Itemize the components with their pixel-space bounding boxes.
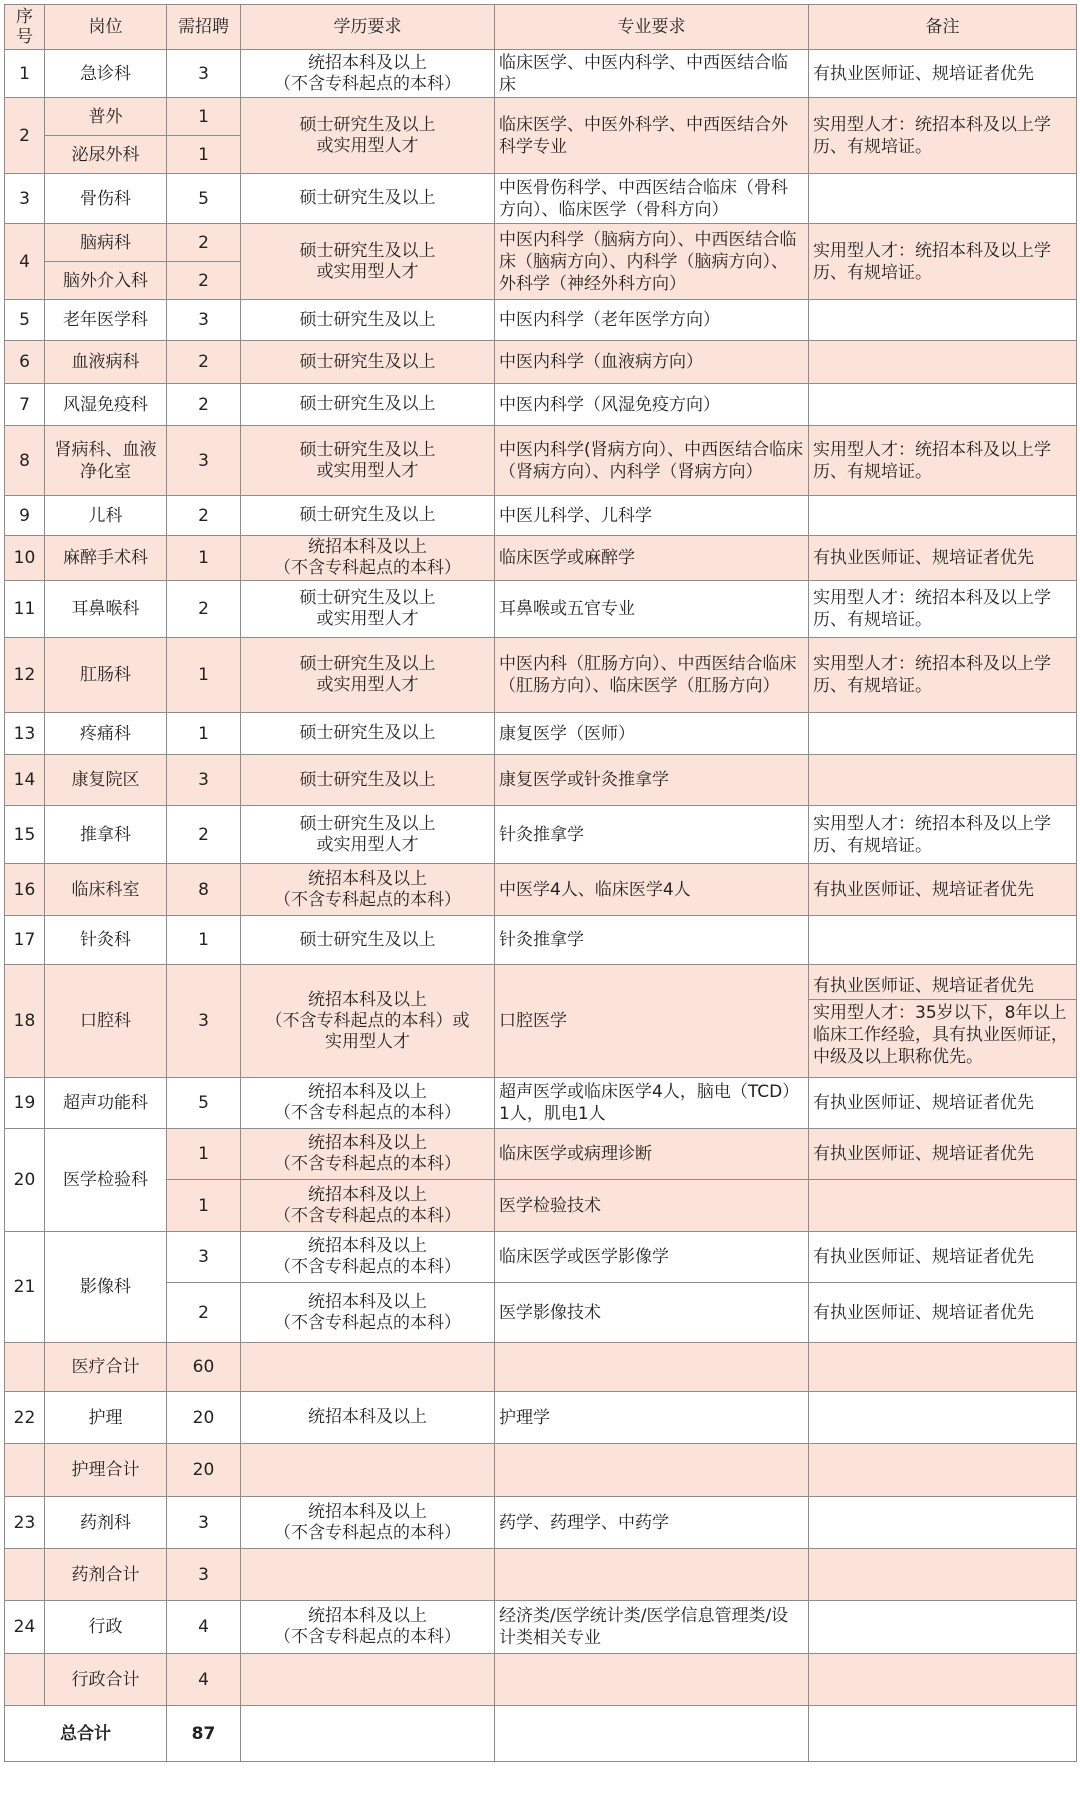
table-row	[5, 1601, 1077, 1654]
row-post: 影像科	[45, 1232, 167, 1343]
row-education: 硕士研究生及以上	[241, 755, 495, 806]
grand-total-row	[5, 1706, 1077, 1762]
row-note	[809, 496, 1077, 536]
row-education: 统招本科及以上 （不含专科起点的本科）	[241, 1078, 495, 1129]
table-row	[5, 1392, 1077, 1444]
subtotal-row	[5, 1343, 1077, 1392]
row-post: 急诊科	[45, 50, 167, 98]
row-count: 2	[167, 384, 241, 426]
row-major: 中医内科学(肾病方向）、中西医结合临床（肾病方向）、内科学（肾病方向）	[495, 426, 809, 496]
row-note	[809, 1444, 1077, 1497]
row-count: 60	[167, 1343, 241, 1392]
row-major: 中医内科学（老年医学方向）	[495, 300, 809, 341]
row-index: 12	[5, 638, 45, 713]
row-education: 硕士研究生及以上	[241, 384, 495, 426]
row-education: 统招本科及以上 （不含专科起点的本科）或 实用型人才	[241, 965, 495, 1078]
row-note: 有执业医师证、规培证者优先	[809, 50, 1077, 98]
header-major: 专业要求	[495, 5, 809, 50]
row-education: 硕士研究生及以上	[241, 300, 495, 341]
table-row	[5, 224, 1077, 262]
table-row	[5, 1129, 1077, 1180]
row-index	[5, 1343, 45, 1392]
table-row	[5, 864, 1077, 916]
row-major: 康复医学（医师）	[495, 713, 809, 755]
row-post: 血液病科	[45, 341, 167, 384]
row-post: 普外	[45, 98, 167, 136]
row-education: 硕士研究生及以上	[241, 496, 495, 536]
row-count: 1	[167, 638, 241, 713]
row-count: 20	[167, 1392, 241, 1444]
row-count: 1	[167, 98, 241, 136]
row-note	[809, 1654, 1077, 1706]
grand-total-label: 总合计	[5, 1706, 167, 1762]
row-note-secondary: 实用型人才：35岁以下，8年以上临床工作经验，具有执业医师证，中级及以上职称优先。	[813, 1002, 1068, 1067]
row-major: 超声医学或临床医学4人，脑电（TCD）1人，肌电1人	[495, 1078, 809, 1129]
row-index: 18	[5, 965, 45, 1078]
table-row	[5, 174, 1077, 224]
row-count: 3	[167, 50, 241, 98]
row-index: 20	[5, 1129, 45, 1232]
row-post: 肛肠科	[45, 638, 167, 713]
row-count: 3	[167, 1549, 241, 1601]
row-count: 3	[167, 300, 241, 341]
row-education	[241, 1706, 495, 1762]
row-education: 统招本科及以上 （不含专科起点的本科）	[241, 1180, 495, 1232]
row-count: 4	[167, 1654, 241, 1706]
row-major: 临床医学或病理诊断	[495, 1129, 809, 1180]
row-post: 药剂合计	[45, 1549, 167, 1601]
row-count: 2	[167, 1283, 241, 1343]
row-education: 统招本科及以上 （不含专科起点的本科）	[241, 1129, 495, 1180]
row-index: 15	[5, 806, 45, 864]
table-row	[5, 300, 1077, 341]
row-count: 1	[167, 1180, 241, 1232]
row-count: 2	[167, 806, 241, 864]
row-post: 超声功能科	[45, 1078, 167, 1129]
row-note: 有执业医师证、规培证者优先	[809, 864, 1077, 916]
row-education	[241, 1343, 495, 1392]
row-note	[809, 755, 1077, 806]
row-education: 硕士研究生及以上	[241, 341, 495, 384]
row-index: 16	[5, 864, 45, 916]
row-note	[809, 1343, 1077, 1392]
row-education: 统招本科及以上 （不含专科起点的本科）	[241, 1283, 495, 1343]
row-education: 统招本科及以上 （不含专科起点的本科）	[241, 1497, 495, 1549]
header-note: 备注	[809, 5, 1077, 50]
row-major: 中医骨伤科学、中西医结合临床（骨科方向）、临床医学（骨科方向）	[495, 174, 809, 224]
row-major: 康复医学或针灸推拿学	[495, 755, 809, 806]
row-major	[495, 1343, 809, 1392]
table-row	[5, 713, 1077, 755]
table-row	[5, 1232, 1077, 1283]
row-education	[241, 1549, 495, 1601]
row-count: 1	[167, 136, 241, 174]
header-education: 学历要求	[241, 5, 495, 50]
row-major	[495, 1706, 809, 1762]
row-index: 1	[5, 50, 45, 98]
row-major: 医学影像技术	[495, 1283, 809, 1343]
row-index: 5	[5, 300, 45, 341]
row-index: 23	[5, 1497, 45, 1549]
row-post: 麻醉手术科	[45, 536, 167, 581]
row-note	[809, 341, 1077, 384]
row-note: 实用型人才：统招本科及以上学历、有规培证。	[809, 638, 1077, 713]
row-post: 老年医学科	[45, 300, 167, 341]
row-major	[495, 1444, 809, 1497]
row-index: 10	[5, 536, 45, 581]
row-note: 实用型人才：统招本科及以上学历、有规培证。	[809, 224, 1077, 300]
row-note	[809, 174, 1077, 224]
row-note-primary: 有执业医师证、规培证者优先	[809, 973, 1076, 1000]
row-post: 推拿科	[45, 806, 167, 864]
row-count: 2	[167, 224, 241, 262]
row-education: 硕士研究生及以上 或实用型人才	[241, 581, 495, 638]
row-note	[809, 384, 1077, 426]
row-index: 21	[5, 1232, 45, 1343]
row-index: 13	[5, 713, 45, 755]
row-note: 有执业医师证、规培证者优先	[809, 1283, 1077, 1343]
row-note	[809, 1601, 1077, 1654]
row-note	[809, 1706, 1077, 1762]
row-index	[5, 1654, 45, 1706]
table-row	[5, 50, 1077, 98]
row-note: 有执业医师证、规培证者优先	[809, 1129, 1077, 1180]
row-note: 实用型人才：统招本科及以上学历、有规培证。	[809, 426, 1077, 496]
recruitment-table	[4, 4, 1077, 1762]
row-major: 中医内科学（脑病方向）、中西医结合临床（脑病方向）、内科学（脑病方向）、外科学（神经外科方向）	[495, 224, 809, 300]
row-post: 耳鼻喉科	[45, 581, 167, 638]
row-education	[241, 1444, 495, 1497]
row-major	[495, 1549, 809, 1601]
row-post: 口腔科	[45, 965, 167, 1078]
row-education: 统招本科及以上	[241, 1392, 495, 1444]
table-row	[5, 384, 1077, 426]
row-major: 耳鼻喉或五官专业	[495, 581, 809, 638]
row-post: 脑病科	[45, 224, 167, 262]
row-index: 7	[5, 384, 45, 426]
row-count: 8	[167, 864, 241, 916]
row-count: 3	[167, 965, 241, 1078]
row-note	[809, 1392, 1077, 1444]
table-row	[5, 341, 1077, 384]
row-major: 中医儿科学、儿科学	[495, 496, 809, 536]
row-major: 护理学	[495, 1392, 809, 1444]
row-post: 护理	[45, 1392, 167, 1444]
row-major: 临床医学、中医内科学、中西医结合临床	[495, 50, 809, 98]
row-education: 硕士研究生及以上	[241, 713, 495, 755]
row-note	[809, 713, 1077, 755]
row-note	[809, 916, 1077, 965]
row-count: 5	[167, 1078, 241, 1129]
row-education: 硕士研究生及以上 或实用型人才	[241, 98, 495, 174]
row-major: 中医学4人、临床医学4人	[495, 864, 809, 916]
table-row	[5, 965, 1077, 1078]
header-index: 序号	[5, 5, 45, 50]
row-major: 临床医学或麻醉学	[495, 536, 809, 581]
row-post: 行政	[45, 1601, 167, 1654]
row-major: 针灸推拿学	[495, 806, 809, 864]
row-count: 1	[167, 1129, 241, 1180]
row-index: 22	[5, 1392, 45, 1444]
row-major: 临床医学、中医外科学、中西医结合外科学专业	[495, 98, 809, 174]
row-note: 有执业医师证、规培证者优先	[809, 1078, 1077, 1129]
row-note: 实用型人才：统招本科及以上学历、有规培证。	[809, 806, 1077, 864]
row-index: 24	[5, 1601, 45, 1654]
header-count: 需招聘	[167, 5, 241, 50]
row-education: 统招本科及以上 （不含专科起点的本科）	[241, 536, 495, 581]
row-post: 肾病科、血液净化室	[45, 426, 167, 496]
row-post: 泌尿外科	[45, 136, 167, 174]
row-post: 儿科	[45, 496, 167, 536]
subtotal-row	[5, 1654, 1077, 1706]
row-index: 11	[5, 581, 45, 638]
row-note: 实用型人才：统招本科及以上学历、有规培证。	[809, 98, 1077, 174]
table-row	[5, 1497, 1077, 1549]
row-post: 药剂科	[45, 1497, 167, 1549]
row-post: 脑外介入科	[45, 262, 167, 300]
row-major: 医学检验技术	[495, 1180, 809, 1232]
row-note	[809, 300, 1077, 341]
row-education: 硕士研究生及以上 或实用型人才	[241, 224, 495, 300]
table-row	[5, 98, 1077, 136]
row-major: 经济类/医学统计类/医学信息管理类/设计类相关专业	[495, 1601, 809, 1654]
row-post: 疼痛科	[45, 713, 167, 755]
table-header-row	[5, 5, 1077, 50]
row-index	[5, 1444, 45, 1497]
row-education: 统招本科及以上 （不含专科起点的本科）	[241, 50, 495, 98]
row-count: 2	[167, 341, 241, 384]
row-post: 医学检验科	[45, 1129, 167, 1232]
table-row	[5, 1078, 1077, 1129]
row-count: 3	[167, 755, 241, 806]
row-post: 行政合计	[45, 1654, 167, 1706]
row-count: 2	[167, 262, 241, 300]
row-count: 1	[167, 916, 241, 965]
grand-total-count: 87	[167, 1706, 241, 1762]
row-note	[809, 1180, 1077, 1232]
row-major: 中医内科学（风湿免疫方向）	[495, 384, 809, 426]
row-index: 8	[5, 426, 45, 496]
row-count: 2	[167, 496, 241, 536]
row-education: 统招本科及以上 （不含专科起点的本科）	[241, 1601, 495, 1654]
row-education: 硕士研究生及以上 或实用型人才	[241, 638, 495, 713]
row-education: 硕士研究生及以上 或实用型人才	[241, 806, 495, 864]
table-row	[5, 638, 1077, 713]
row-count: 3	[167, 426, 241, 496]
row-education	[241, 1654, 495, 1706]
row-index	[5, 1549, 45, 1601]
row-count: 1	[167, 536, 241, 581]
row-post: 骨伤科	[45, 174, 167, 224]
row-index: 2	[5, 98, 45, 174]
row-major: 药学、药理学、中药学	[495, 1497, 809, 1549]
row-post: 风湿免疫科	[45, 384, 167, 426]
table-row	[5, 581, 1077, 638]
table-row	[5, 806, 1077, 864]
row-index: 3	[5, 174, 45, 224]
row-count: 3	[167, 1497, 241, 1549]
row-major	[495, 1654, 809, 1706]
row-post: 护理合计	[45, 1444, 167, 1497]
row-note	[809, 1549, 1077, 1601]
row-count: 4	[167, 1601, 241, 1654]
row-index: 6	[5, 341, 45, 384]
row-note	[809, 965, 1077, 1078]
subtotal-row	[5, 1444, 1077, 1497]
row-index: 4	[5, 224, 45, 300]
table-row	[5, 536, 1077, 581]
row-note	[809, 1497, 1077, 1549]
row-note: 有执业医师证、规培证者优先	[809, 536, 1077, 581]
table-row	[5, 496, 1077, 536]
row-count: 20	[167, 1444, 241, 1497]
row-count: 3	[167, 1232, 241, 1283]
row-index: 19	[5, 1078, 45, 1129]
row-post: 医疗合计	[45, 1343, 167, 1392]
header-post: 岗位	[45, 5, 167, 50]
table-row	[5, 426, 1077, 496]
table-row	[5, 755, 1077, 806]
row-count: 5	[167, 174, 241, 224]
row-count: 2	[167, 581, 241, 638]
row-post: 康复院区	[45, 755, 167, 806]
row-education: 硕士研究生及以上	[241, 916, 495, 965]
subtotal-row	[5, 1549, 1077, 1601]
row-index: 14	[5, 755, 45, 806]
row-note: 有执业医师证、规培证者优先	[809, 1232, 1077, 1283]
row-major: 中医内科学（血液病方向）	[495, 341, 809, 384]
row-count: 1	[167, 713, 241, 755]
row-major: 口腔医学	[495, 965, 809, 1078]
row-post: 临床科室	[45, 864, 167, 916]
row-note: 实用型人才：统招本科及以上学历、有规培证。	[809, 581, 1077, 638]
row-education: 统招本科及以上 （不含专科起点的本科）	[241, 1232, 495, 1283]
row-education: 硕士研究生及以上	[241, 174, 495, 224]
row-post: 针灸科	[45, 916, 167, 965]
row-education: 统招本科及以上 （不含专科起点的本科）	[241, 864, 495, 916]
table-row	[5, 916, 1077, 965]
row-education: 硕士研究生及以上 或实用型人才	[241, 426, 495, 496]
row-index: 17	[5, 916, 45, 965]
row-index: 9	[5, 496, 45, 536]
row-major: 中医内科（肛肠方向）、中西医结合临床（肛肠方向）、临床医学（肛肠方向）	[495, 638, 809, 713]
row-major: 针灸推拿学	[495, 916, 809, 965]
row-major: 临床医学或医学影像学	[495, 1232, 809, 1283]
